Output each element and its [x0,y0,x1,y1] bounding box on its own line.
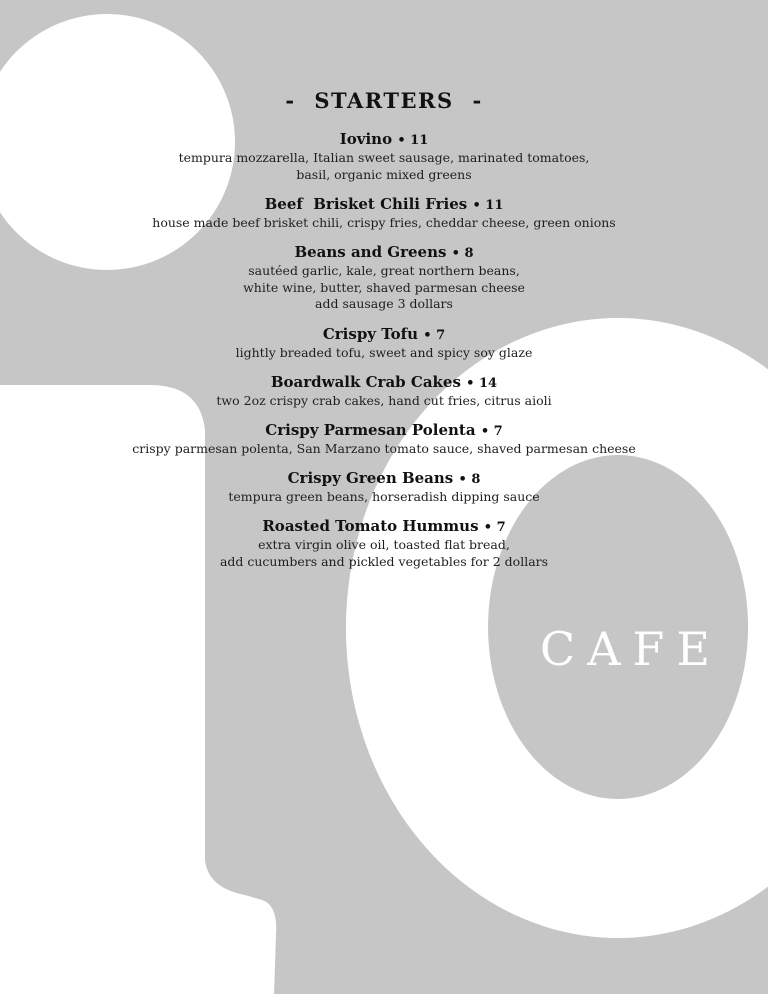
cafe-wordmark: CAFE [540,622,722,676]
item-price: • 11 [472,198,504,213]
menu-item [0,325,768,362]
item-heading [0,325,768,345]
item-name: Roasted Tomato Hummus [262,517,479,535]
section-title-text: STARTERS [314,88,454,113]
item-desc-line: tempura mozzarella, Italian sweet sausage, marinated tomatoes, [178,150,590,165]
menupix-watermark: menupix [534,898,621,920]
item-price: • 7 [423,328,446,343]
item-desc-line: crispy parmesan polenta, San Marzano tomato sauce, shaved parmesan cheese [132,441,636,456]
item-desc-line: white wine, butter, shaved parmesan cheese [243,279,525,295]
item-heading [0,469,768,489]
item-heading [0,517,768,537]
menu-item [0,243,768,313]
item-desc-line: house made beef brisket chili, crispy fries, cheddar cheese, green onions [152,215,616,230]
item-desc-line: basil, organic mixed greens [296,166,472,182]
item-price: • 7 [480,424,503,439]
item-name: Crispy Green Beans [287,469,454,487]
item-name: Crispy Parmesan Polenta [265,421,476,439]
item-name: Crispy Tofu [322,325,419,343]
section-title [0,88,768,113]
menu-item [0,195,768,232]
item-desc-line: two 2oz crispy crab cakes, hand cut fries, citrus aioli [216,393,552,408]
item-desc-line: extra virgin olive oil, toasted flat bread, [258,537,510,552]
item-name: Boardwalk Crab Cakes [270,373,461,391]
menu-item [0,517,768,570]
item-price: • 8 [458,472,481,487]
item-desc-line: add sausage 3 dollars [315,296,453,311]
menu-item [0,373,768,410]
menu-item [0,130,768,183]
item-name: Beef Brisket Chili Fries [264,195,468,213]
menu-item [0,421,768,458]
item-heading [0,421,768,441]
item-name: Iovino [339,130,393,148]
title-dash-left: - [285,88,296,113]
item-heading [0,373,768,393]
item-price: • 7 [483,520,506,535]
item-price: • 14 [466,376,498,391]
menu-item [0,469,768,506]
item-desc-line: add cucumbers and pickled vegetables for 2 dollars [219,553,549,569]
item-heading [0,243,768,263]
item-price: • 8 [451,246,474,261]
item-heading [0,130,768,150]
item-heading [0,195,768,215]
item-desc-line: lightly breaded tofu, sweet and spicy soy glaze [235,345,533,360]
title-dash-right: - [472,88,483,113]
item-desc-line: sautéed garlic, kale, great northern beans, [248,263,520,278]
item-name: Beans and Greens [294,243,447,261]
item-desc-line: tempura green beans, horseradish dipping sauce [228,489,540,504]
item-price: • 11 [397,133,429,148]
